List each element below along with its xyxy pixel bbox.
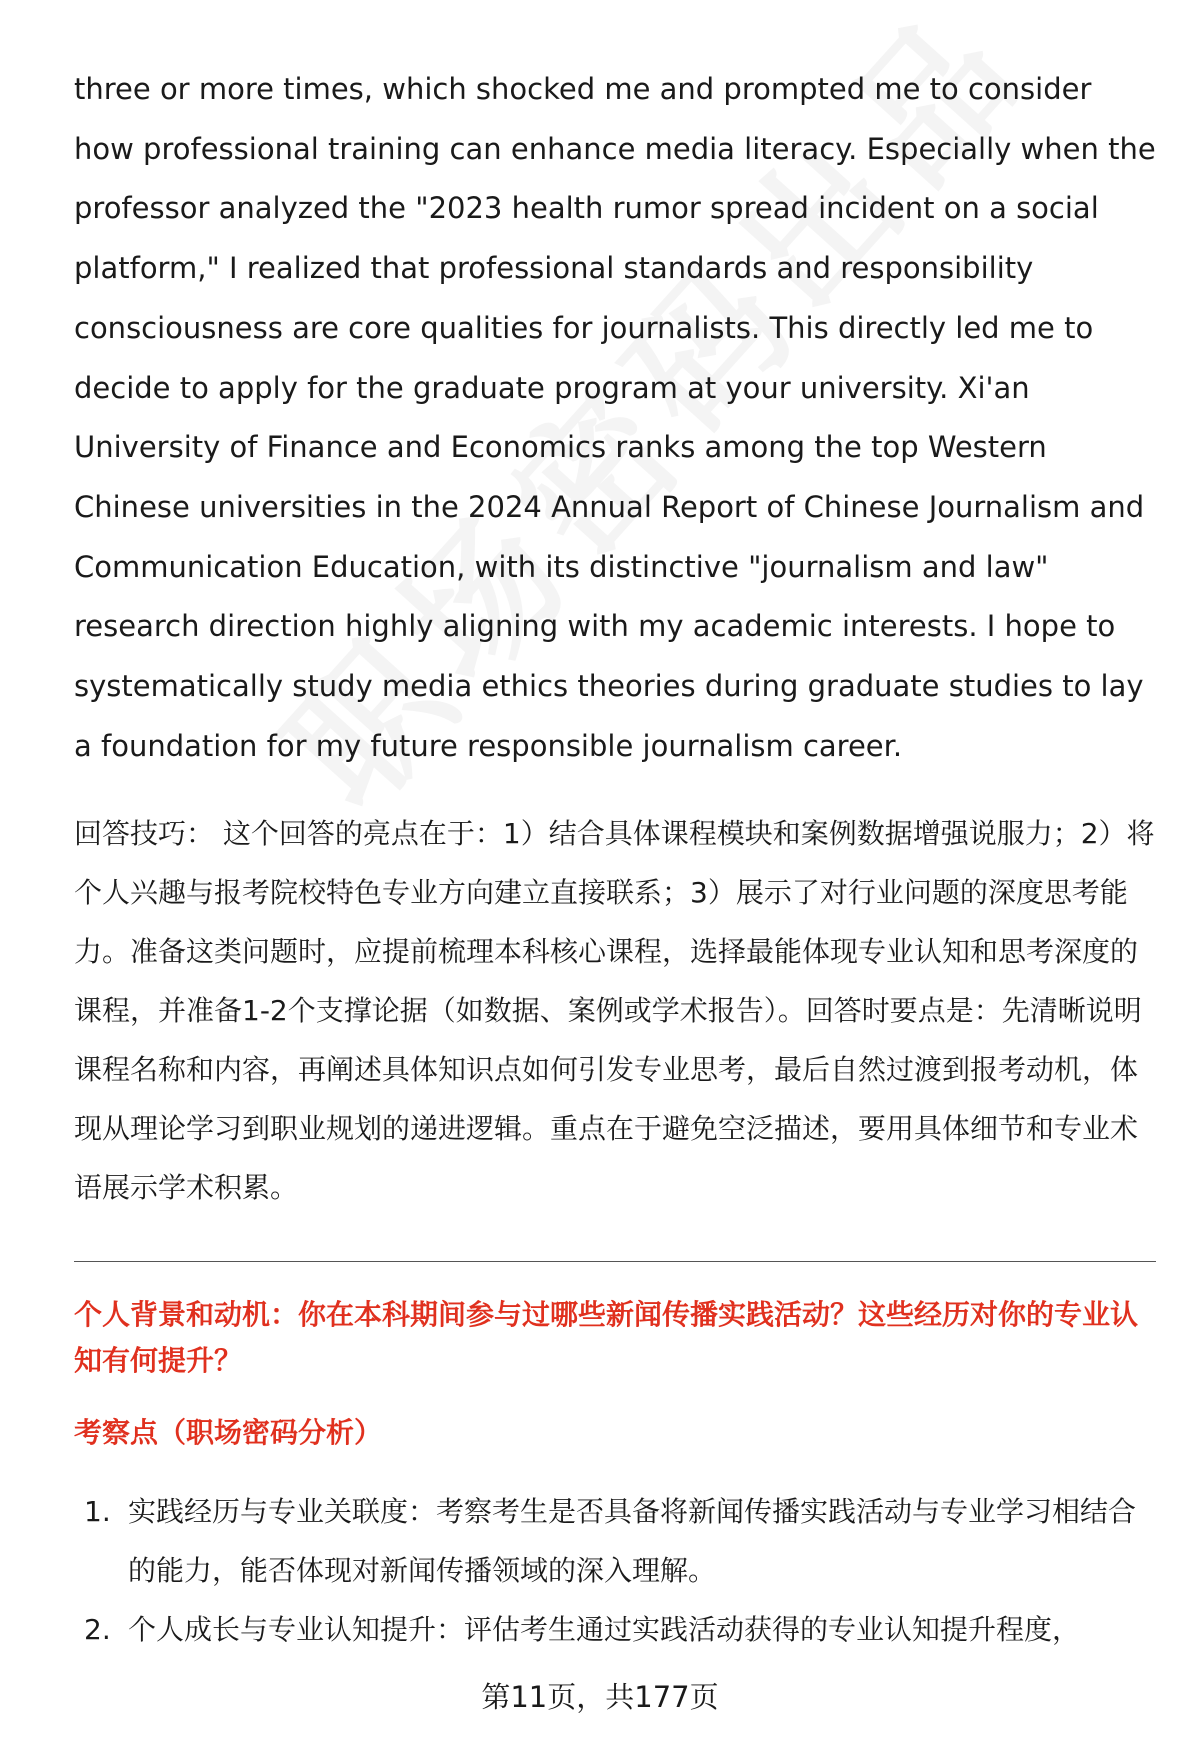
- subheading: 考察点（职场密码分析）: [74, 1416, 383, 1450]
- list-item: [74, 1482, 1156, 1600]
- question-heading: 个人背景和动机：你在本科期间参与过哪些新闻传播实践活动？这些经历对你的专业认知有何提升？: [74, 1298, 1139, 1378]
- list-item-text: 实践经历与专业关联度：考察考生是否具备将新闻传播实践活动与专业学习相结合的能力，能否体现对新闻传播领域的深入理解。: [128, 1495, 1137, 1588]
- assessment-list: [74, 1482, 1156, 1659]
- answer-paragraph: three or more times, which shocked me and prompted me to consider how professional training can enhance media literacy. Especially when the professor analyzed the "2023 health rumor spread incident on a social platform," I realized that professional standards and responsibility consciousness are core qualities for journalists. This directly led me to decide to apply for the graduate program at your university. Xi'an University of Finance and Economics ranks among the top Western Chinese universities in the 2024 Annual Report of Chinese Journalism and Communication Education, with its distinctive "journalism and law" research direction highly aligning with my academic interests. I hope to systematically study media ethics theories during graduate studies to lay a foundation for my future responsible journalism career.: [74, 72, 1156, 763]
- tips-paragraph: 回答技巧： 这个回答的亮点在于：1）结合具体课程模块和案例数据增强说服力；2）将个人兴趣与报考院校特色专业方向建立直接联系；3）展示了对行业问题的深度思考能力。准备这类问题时，应提前梳理本科核心课程，选择最能体现专业认知和思考深度的课程，并准备1-2个支撑论据（如数据、案例或学术报告）。回答时要点是：先清晰说明课程名称和内容，再阐述具体知识点如何引发专业思考，最后自然过渡到报考动机，体现从理论学习到职业规划的递进逻辑。重点在于避免空泛描述，要用具体细节和专业术语展示学术积累。: [74, 817, 1155, 1205]
- list-item: [74, 1600, 1156, 1659]
- page-content: [74, 60, 1156, 1659]
- page-footer: 第11页，共177页: [481, 1680, 719, 1714]
- section-divider: [74, 1261, 1156, 1262]
- list-item-text: 个人成长与专业认知提升：评估考生通过实践活动获得的专业认知提升程度，: [128, 1613, 1081, 1647]
- list-item-number: 2.: [84, 1613, 111, 1647]
- list-item-number: 1.: [84, 1495, 111, 1529]
